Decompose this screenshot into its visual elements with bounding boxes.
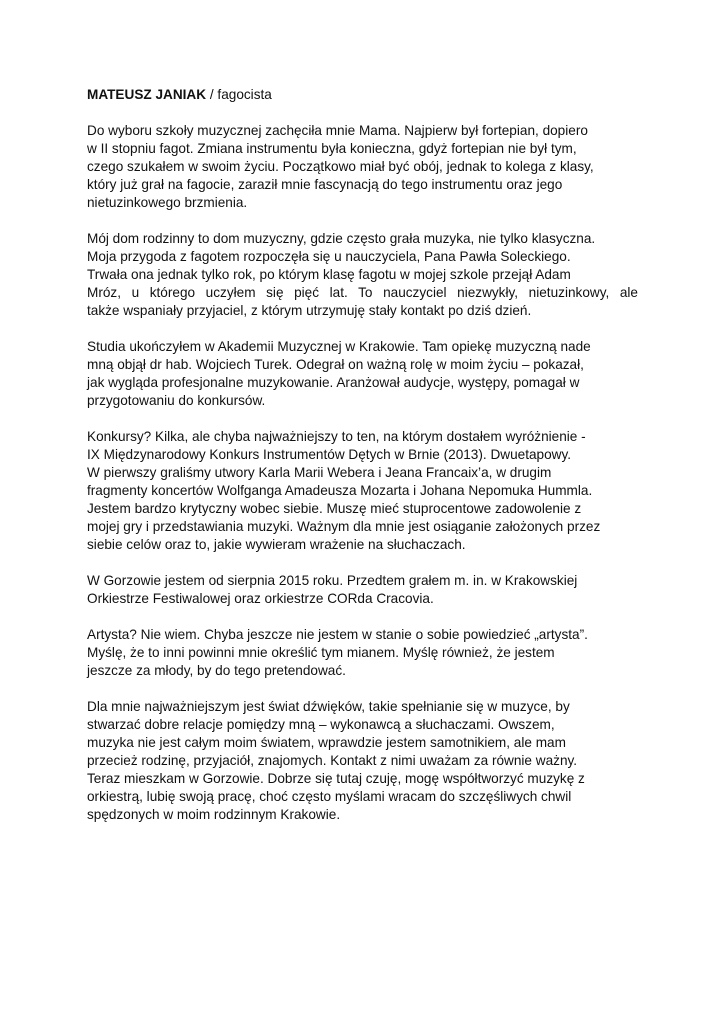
text-line: mną objął dr hab. Wojciech Turek. Odegrał on ważną rolę w moim życiu – pokazał,	[87, 357, 584, 372]
paragraph	[87, 626, 638, 680]
text-line: Artysta? Nie wiem. Chyba jeszcze nie jestem w stanie o sobie powiedzieć „artysta”.	[87, 627, 588, 642]
text-line: Orkiestrze Festiwalowej oraz orkiestrze CORda Cracovia.	[87, 591, 434, 606]
text-line: fragmenty koncertów Wolfganga Amadeusza Mozarta i Johana Nepomuka Hummla.	[87, 483, 593, 498]
text-line: Teraz mieszkam w Gorzowie. Dobrze się tutaj czuję, mogę współtworzyć muzykę z	[87, 771, 585, 786]
text-line: orkiestrą, lubię swoją pracę, choć często myślami wracam do szczęśliwych chwil	[87, 789, 572, 804]
paragraph	[87, 338, 638, 410]
author-role: fagocista	[217, 87, 272, 102]
text-line: przecież rodzinę, przyjaciół, znajomych. Kontakt z nimi uważam za równie ważny.	[87, 753, 578, 768]
text-line: Konkursy? Kilka, ale chyba najważniejszy to ten, na którym dostałem wyróżnienie -	[87, 429, 586, 444]
paragraph	[87, 428, 638, 554]
text-line: Dla mnie najważniejszym jest świat dźwięków, takie spełnianie się w muzyce, by	[87, 699, 570, 714]
paragraph	[87, 698, 638, 824]
text-line: jak wygląda profesjonalne muzykowanie. Aranżował audycje, występy, pomagał w	[87, 375, 580, 390]
text-line: nietuzinkowego brzmienia.	[87, 195, 248, 210]
document-body	[87, 86, 638, 842]
text-line: Mój dom rodzinny to dom muzyczny, gdzie często grała muzyka, nie tylko klasyczna.	[87, 231, 596, 246]
paragraph	[87, 122, 638, 212]
author-name: MATEUSZ JANIAK	[87, 87, 207, 102]
text-line: jeszcze za młody, by do tego pretendować.	[87, 663, 346, 678]
text-line: Mróz, u którego uczyłem się pięć lat. To nauczyciel niezwykły, nietuzinkowy, ale	[87, 285, 638, 300]
text-line: przygotowaniu do konkursów.	[87, 393, 266, 408]
text-line: muzyka nie jest całym moim światem, wprawdzie jestem samotnikiem, ale mam	[87, 735, 566, 750]
text-line: W pierwszy graliśmy utwory Karla Marii Webera i Jeana Francaix’a, w drugim	[87, 465, 552, 480]
text-line: IX Międzynarodowy Konkurs Instrumentów Dętych w Brnie (2013). Dwuetapowy.	[87, 447, 572, 462]
text-line: także wspaniały przyjaciel, z którym utrzymuję stały kontakt po dziś dzień.	[87, 303, 532, 318]
text-line: Studia ukończyłem w Akademii Muzycznej w Krakowie. Tam opiekę muzyczną nade	[87, 339, 591, 354]
text-line: Myślę, że to inni powinni mnie określić tym mianem. Myślę również, że jestem	[87, 645, 555, 660]
paragraph	[87, 572, 638, 608]
text-line: w II stopniu fagot. Zmiana instrumentu była konieczna, gdyż fortepian nie był tym,	[87, 141, 577, 156]
text-line: W Gorzowie jestem od sierpnia 2015 roku. Przedtem grałem m. in. w Krakowskiej	[87, 573, 578, 588]
heading-separator: /	[206, 87, 218, 102]
text-line: Moja przygoda z fagotem rozpoczęła się u nauczyciela, Pana Pawła Soleckiego.	[87, 249, 571, 264]
text-line: Trwała ona jednak tylko rok, po którym klasę fagotu w mojej szkole przejął Adam	[87, 267, 571, 282]
text-line: stwarzać dobre relacje pomiędzy mną – wykonawcą a słuchaczami. Owszem,	[87, 717, 555, 732]
text-line: spędzonych w moim rodzinnym Krakowie.	[87, 807, 341, 822]
text-line: Do wyboru szkoły muzycznej zachęciła mnie Mama. Najpierw był fortepian, dopiero	[87, 123, 588, 138]
text-line: siebie celów oraz to, jakie wywieram wrażenie na słuchaczach.	[87, 537, 466, 552]
text-line: mojej gry i przedstawiania muzyki. Ważnym dla mnie jest osiąganie założonych przez	[87, 519, 601, 534]
document-heading	[87, 86, 638, 104]
paragraph	[87, 230, 638, 320]
text-line: Jestem bardzo krytyczny wobec siebie. Muszę mieć stuprocentowe zadowolenie z	[87, 501, 582, 516]
text-line: który już grał na fagocie, zaraził mnie fascynacją do tego instrumentu oraz jego	[87, 177, 563, 192]
text-line: czego szukałem w swoim życiu. Początkowo miał być obój, jednak to kolega z klasy,	[87, 159, 594, 174]
